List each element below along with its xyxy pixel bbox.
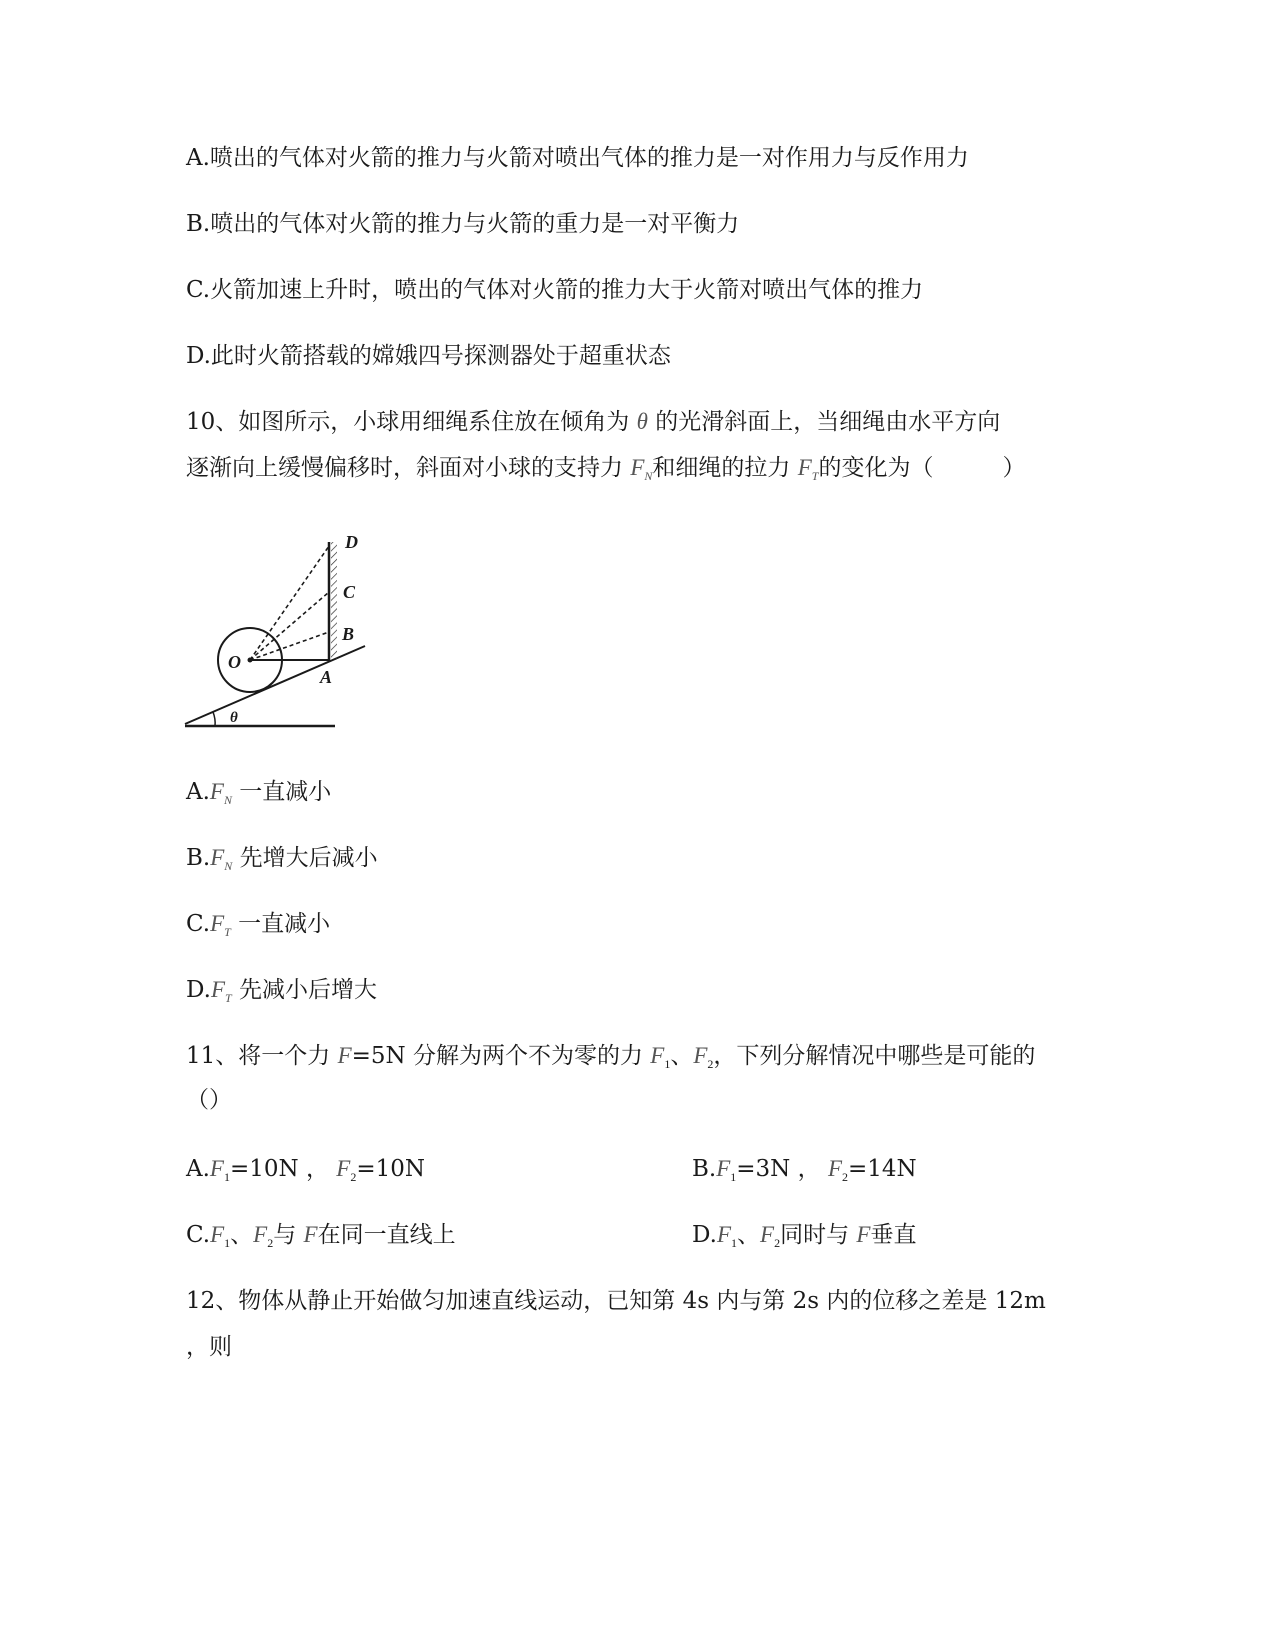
q10-stem-line2 [186, 453, 1025, 491]
q9-option-a: A.喷出的气体对火箭的推力与火箭对喷出气体的推力是一对作用力与反作用力 [186, 145, 969, 171]
q10-option-a: $A.F_N$ 一直减小 [186, 779, 332, 807]
q10-stem-text: 逐渐向上缓慢偏移时，斜面对小球的支持力 [186, 455, 631, 481]
q11-option-d: $D.F_1$、$F_2$同时与 F垂直 [692, 1222, 917, 1250]
q11-option-c: $C.F_1$、$F_2$与 F在同一直线上 [186, 1222, 456, 1250]
incline-ball-diagram [185, 532, 385, 738]
q11-stem-line1: 11、将一个力 F=5N 分解为两个不为零的力 $F_1$、$F_2$，下列分解情况中哪些是可能的 [186, 1043, 1036, 1071]
rope-ob [250, 632, 329, 660]
q10-stem-line1 [186, 407, 1000, 437]
q10-stem-text: 的光滑斜面上，当细绳由水平方向 [647, 409, 1001, 435]
angle-arc [213, 712, 215, 726]
label-theta: θ [230, 710, 238, 726]
q12-stem-line2: ，则 [186, 1334, 232, 1360]
q12-stem-line1: 12、物体从静止开始做匀加速直线运动，已知第 4s 内与第 2s 内的位移之差是 12m [186, 1288, 1046, 1314]
label-c: C [343, 582, 356, 602]
wall-hatching [331, 542, 337, 660]
fn-symbol: $F_N$ [630, 455, 653, 483]
q11-option-b: $B.F_1=3N$ ， $F_2=14N$ [692, 1156, 917, 1184]
theta-symbol: θ [636, 409, 648, 434]
label-d: D [345, 532, 358, 552]
q10-stem-text: 10、如图所示，小球用细绳系住放在倾角为 [186, 409, 637, 435]
label-b: B [342, 624, 355, 644]
q10-option-c: $C.F_T$ 一直减小 [186, 911, 331, 939]
q9-option-c: C.火箭加速上升时，喷出的气体对火箭的推力大于火箭对喷出气体的推力 [186, 277, 924, 303]
label-o: O [228, 652, 241, 672]
fn-symbol: $F_N$ [209, 779, 232, 807]
incline-surface [185, 646, 365, 724]
q11-stem-line2: （） [186, 1087, 232, 1113]
q10-option-b: $B.F_N$ 先增大后减小 [186, 845, 378, 873]
ft-symbol: $F_T$ [210, 911, 231, 939]
label-a: A [320, 667, 333, 687]
q10-stem-text: 的变化为（ ） [818, 455, 1026, 481]
q11-option-a: $A.F_1=10N$ ， $F_2=10N$ [186, 1156, 426, 1184]
q9-option-b: B.喷出的气体对火箭的推力与火箭的重力是一对平衡力 [186, 211, 740, 237]
rope-od [250, 546, 329, 660]
q10-stem-text: 和细绳的拉力 [652, 455, 798, 481]
fn-symbol: $F_N$ [210, 845, 233, 873]
ft-symbol: $F_T$ [797, 455, 819, 483]
ft-symbol: $F_T$ [210, 977, 232, 1005]
q10-option-d: $D.F_T$ 先减小后增大 [186, 977, 377, 1005]
q9-option-d: D.此时火箭搭载的嫦娥四号探测器处于超重状态 [186, 343, 671, 369]
